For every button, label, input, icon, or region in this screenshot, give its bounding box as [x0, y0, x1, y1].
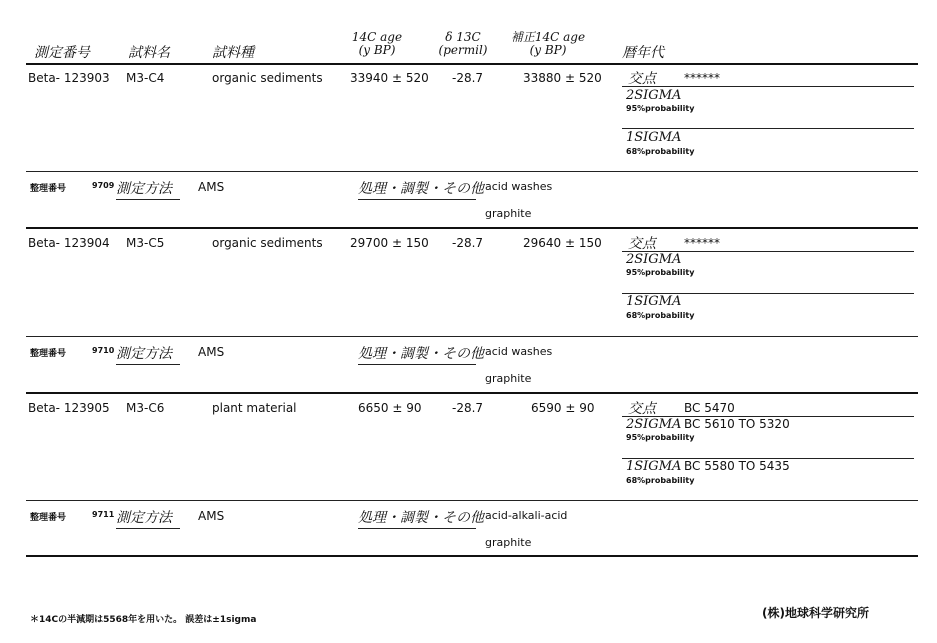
seiri-label: 整理番号: [30, 349, 67, 359]
divider: [622, 128, 914, 129]
sigma1-label: 1SIGMA: [626, 130, 682, 145]
intersect-value: BC 5470: [684, 401, 735, 415]
divider: [26, 336, 918, 337]
seiri-number: 9709: [92, 181, 115, 190]
seiri-label: 整理番号: [30, 513, 67, 523]
d13c-value: -28.7: [452, 71, 484, 85]
treatment-line2: graphite: [485, 536, 532, 549]
divider: [26, 171, 918, 172]
sigma1-value: BC 5580 TO 5435: [684, 459, 790, 473]
corrected-age: 33880 ± 520: [523, 71, 602, 85]
header-calendar: 暦年代: [622, 45, 664, 61]
divider: [26, 227, 918, 229]
treatment-line1: acid washes: [485, 180, 553, 193]
method-value: AMS: [198, 345, 225, 359]
seiri-label: 整理番号: [30, 184, 67, 194]
method-label: 測定方法: [116, 507, 180, 529]
header-sample-type: 試料種: [212, 45, 254, 61]
intersect-value: ******: [684, 71, 720, 85]
prob68-label: 68%probability: [626, 476, 695, 485]
divider: [26, 63, 918, 65]
treatment-line2: graphite: [485, 207, 532, 220]
method-label: 測定方法: [116, 343, 180, 365]
prob68-label: 68%probability: [626, 147, 695, 156]
prob68-label: 68%probability: [626, 311, 695, 320]
beta-id: Beta- 123904: [28, 236, 110, 250]
divider: [26, 500, 918, 501]
beta-id: Beta- 123905: [28, 401, 110, 415]
c14-age: 33940 ± 520: [350, 71, 429, 85]
sample-type: organic sediments: [212, 236, 323, 250]
intersect-label: 交点: [628, 401, 656, 417]
header-measure-no: 測定番号: [34, 45, 90, 61]
prob95-label: 95%probability: [626, 433, 695, 442]
prob95-label: 95%probability: [626, 104, 695, 113]
divider: [622, 86, 914, 87]
footnote: ＊14Cの半減期は5568年を用いた。 誤差は±1sigma: [30, 615, 257, 625]
method-value: AMS: [198, 509, 225, 523]
sigma2-label: 2SIGMA: [626, 252, 682, 267]
prob95-label: 95%probability: [626, 268, 695, 277]
intersect-label: 交点: [628, 236, 656, 252]
corrected-age: 29640 ± 150: [523, 236, 602, 250]
d13c-value: -28.7: [452, 401, 484, 415]
company-name: (株)地球科学研究所: [762, 606, 869, 620]
sigma1-label: 1SIGMA: [626, 294, 682, 309]
header-14c-age: 14C age (y BP): [351, 30, 403, 57]
seiri-number: 9711: [92, 510, 115, 519]
corrected-age: 6590 ± 90: [531, 401, 595, 415]
sample-type: plant material: [212, 401, 297, 415]
divider: [26, 555, 918, 557]
sigma2-label: 2SIGMA: [626, 88, 682, 103]
treatment-label: 処理・調製・その他: [358, 343, 476, 365]
d13c-value: -28.7: [452, 236, 484, 250]
sample-name: M3-C4: [126, 71, 165, 85]
c14-age: 6650 ± 90: [358, 401, 422, 415]
sigma1-label: 1SIGMA: [626, 459, 682, 474]
sigma2-value: BC 5610 TO 5320: [684, 417, 790, 431]
treatment-label: 処理・調製・その他: [358, 507, 476, 529]
treatment-line1: acid-alkali-acid: [485, 509, 568, 522]
divider: [26, 392, 918, 394]
treatment-line1: acid washes: [485, 345, 553, 358]
sample-name: M3-C6: [126, 401, 165, 415]
intersect-label: 交点: [628, 71, 656, 87]
sigma2-label: 2SIGMA: [626, 417, 682, 432]
seiri-number: 9710: [92, 346, 115, 355]
treatment-label: 処理・調製・その他: [358, 178, 476, 200]
sample-type: organic sediments: [212, 71, 323, 85]
treatment-line2: graphite: [485, 372, 532, 385]
beta-id: Beta- 123903: [28, 71, 110, 85]
c14-age: 29700 ± 150: [350, 236, 429, 250]
header-sample-name: 試料名: [128, 45, 170, 61]
sample-name: M3-C5: [126, 236, 165, 250]
header-d13c: δ 13C (permil): [438, 30, 488, 57]
header-corrected-age: 補正14C age (y BP): [510, 30, 586, 57]
method-label: 測定方法: [116, 178, 180, 200]
method-value: AMS: [198, 180, 225, 194]
intersect-value: ******: [684, 236, 720, 250]
